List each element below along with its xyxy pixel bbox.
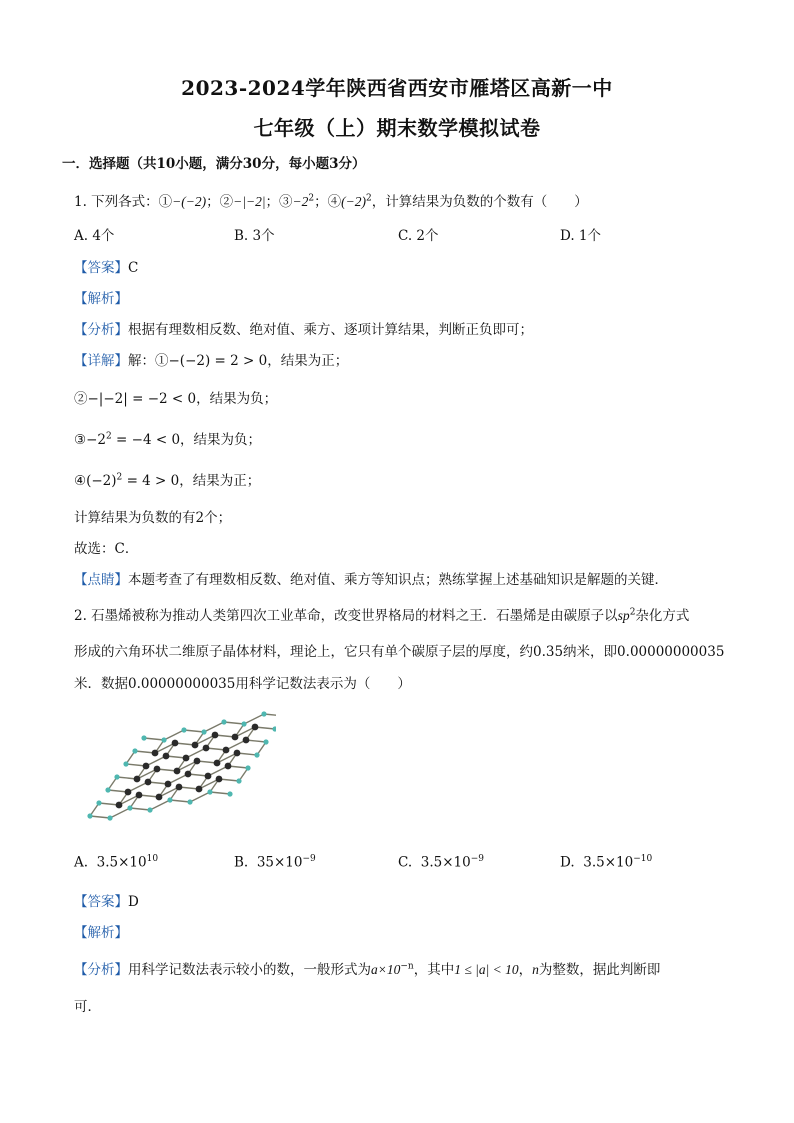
carbon-atom [152,750,159,757]
carbon-atom [165,781,172,788]
carbon-atom [196,786,203,793]
hydrogen-atom [167,797,172,802]
lattice-bond [130,808,150,810]
q2-option-b: B. $35\times 10^{-9}$ [234,854,316,871]
hydrogen-atom [123,761,128,766]
hydrogen-atom [236,778,241,783]
q1-option-c: C. 2个 [398,228,439,244]
carbon-atom [232,734,239,741]
exam-title-line1: 2023-2024学年陕西省西安市雁塔区高新一中 [181,76,613,100]
lattice-bond [170,800,190,802]
lattice-bond [90,816,110,818]
q2-stem-line3: 米．数据0.00000000035用科学记数法表示为（ ） [74,676,411,692]
section-heading: 一．选择题（共10小题，满分30分，每小题3分） [62,156,366,172]
q2-jiexi-tag: 【解析】 [74,925,128,941]
graphene-lattice-image [72,708,276,836]
hydrogen-atom [272,726,276,731]
lattice-bond [224,722,244,724]
carbon-atom [192,742,199,749]
q2-stem-line2: 形成的六角环状二维原子晶体材料，理论上，它只有单个碳原子层的厚度，约0.35纳米，即0.00000000035 [74,644,725,660]
hydrogen-atom [107,815,112,820]
q1-step3: $③-2^2 = -4 < 0$，结果为负； [74,431,262,448]
lattice-bond [244,714,264,724]
hydrogen-atom [187,799,192,804]
carbon-atom [205,773,212,780]
hydrogen-atom [254,752,259,757]
hydrogen-atom [245,765,250,770]
q1-answer: 【答案】C [74,260,139,276]
carbon-atom [185,771,192,778]
lattice-bond [210,792,230,794]
hydrogen-atom [161,737,166,742]
hydrogen-atom [147,807,152,812]
hydrogen-atom [261,711,266,716]
carbon-atom [223,747,230,754]
carbon-atom [194,758,201,765]
q2-answer: 【答案】D [74,894,139,910]
hydrogen-atom [207,789,212,794]
carbon-atom [252,724,259,731]
hydrogen-atom [96,800,101,805]
q2-option-a: A. $3.5\times 10^{10}$ [74,854,159,871]
q2-stem-line1: 2. 石墨烯被称为推动人类第四次工业革命，改变世界格局的材料之王．石墨烯是由碳原子以$sp^2$杂化方式 [74,607,690,624]
hydrogen-atom [227,791,232,796]
hydrogen-atom [105,787,110,792]
hydrogen-atom [114,774,119,779]
hydrogen-atom [87,813,92,818]
carbon-atom [134,776,141,783]
carbon-atom [163,753,170,760]
carbon-atom [234,750,241,757]
hydrogen-atom [141,735,146,740]
exam-title-line2: 七年级（上）期末数学模拟试卷 [253,116,541,140]
carbon-atom [174,768,181,775]
carbon-atom [143,763,150,770]
q1-step4: $④(-2)^2 = 4 > 0$，结果为正； [74,472,261,489]
q1-stem: 1. 下列各式：①−(−2)；②−|−2|；$③-2^2$；$④(-2)^2$，计算结果为负数的个数有（ ） [74,193,588,210]
lattice-bond [190,792,210,802]
hydrogen-atom [201,729,206,734]
lattice-bond [150,800,170,810]
lattice-bond [110,808,130,818]
q1-dianjing: 【点睛】本题考查了有理数相反数、绝对值、乘方等知识点；熟练掌握上述基础知识是解题的关键． [74,572,668,588]
lattice-bond [164,730,184,740]
carbon-atom [203,745,210,752]
graphene-lattice [87,711,276,820]
q1-step2: ②−|−2| = −2 < 0，结果为负； [74,391,278,407]
q2-fenxi: 【分析】用科学记数法表示较小的数，一般形式为$a\times 10^{-n}$，其中1 ≤ |a| < 10，n为整数，据此判断即 [74,961,661,978]
carbon-atom [176,784,183,791]
hydrogen-atom [263,739,268,744]
lattice-bond [184,730,204,732]
q2-fenxi-cont: 可． [74,999,101,1015]
q1-jiexi-tag: 【解析】 [74,291,128,307]
carbon-atom [183,755,190,762]
hydrogen-atom [132,748,137,753]
q2-option-d: D. $3.5\times 10^{-10}$ [560,854,653,871]
q2-option-c: C. $3.5\times 10^{-9}$ [398,854,484,871]
hydrogen-atom [221,719,226,724]
carbon-atom [172,740,179,747]
lattice-bond [144,738,164,740]
q1-choose: 故选：C． [74,541,139,557]
q1-option-a: A. 4个 [74,228,115,244]
carbon-atom [154,766,161,773]
carbon-atom [136,792,143,799]
carbon-atom [216,776,223,783]
lattice-bond [204,722,224,732]
carbon-atom [225,763,232,770]
hydrogen-atom [241,721,246,726]
q1-option-b: B. 3个 [234,228,275,244]
q1-option-d: D. 1个 [560,228,602,244]
carbon-atom [116,802,123,809]
carbon-atom [125,789,132,796]
q1-xiangjie: 【详解】解：①−(−2) = 2 > 0，结果为正； [74,353,349,369]
hydrogen-atom [127,805,132,810]
hydrogen-atom [181,727,186,732]
q1-count: 计算结果为负数的有2个； [74,510,232,526]
carbon-atom [214,760,221,767]
carbon-atom [212,732,219,739]
carbon-atom [145,779,152,786]
carbon-atom [243,737,250,744]
q1-fenxi: 【分析】根据有理数相反数、绝对值、乘方、逐项计算结果，判断正负即可； [74,322,533,338]
carbon-atom [156,794,163,801]
